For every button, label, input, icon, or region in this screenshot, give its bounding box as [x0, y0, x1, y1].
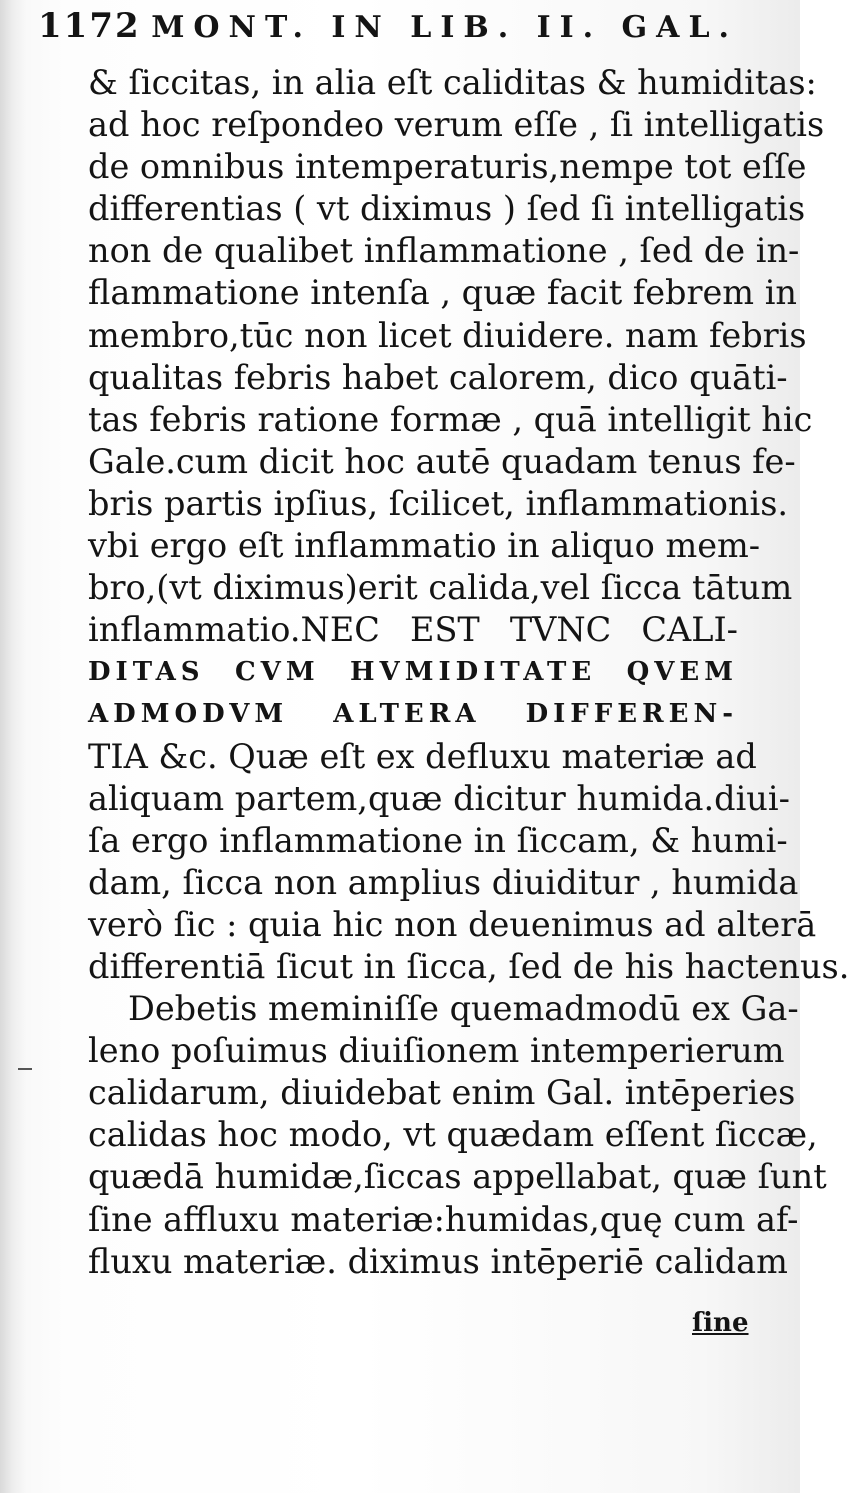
text-line: non de qualibet inflammatione , ſed de in- — [88, 231, 800, 271]
text-line: tas febris ratione formæ , quā intelligit hic — [88, 399, 813, 439]
text-line: ſa ergo inflammatione in ſiccam, & humi- — [88, 820, 788, 860]
catchword: ſine — [692, 1308, 749, 1338]
text-line: verò ſic : quia hic non deuenimus ad alterā — [88, 904, 817, 944]
text-line: bro,(vt diximus)erit calida,vel ſicca tātum — [88, 568, 793, 608]
running-head: MONT. IN LIB. II. GAL. — [151, 10, 738, 45]
page-gutter-shadow — [0, 0, 26, 1493]
text-line: membro,tūc non licet diuidere. nam febris — [88, 315, 807, 355]
text-line: quædā humidæ,ſiccas appellabat, quæ ſunt — [88, 1157, 827, 1197]
text-line: inflammatio.NEC EST TVNC CALI- — [88, 610, 738, 650]
smallcaps-line: DITAS CVM HVMIDITATE QVEM — [88, 657, 738, 688]
text-line: calidarum, diuidebat enim Gal. intēperies — [88, 1073, 796, 1113]
text-line: bris partis ipſius, ſcilicet, inflammationis. — [88, 483, 789, 523]
text-line: ſine affluxu materiæ:humidas,quę cum af- — [88, 1199, 799, 1239]
text-line: vbi ergo eſt inflammatio in aliquo mem- — [88, 526, 761, 566]
text-line: & ſiccitas, in alia eſt caliditas & humiditas: — [88, 63, 817, 102]
paragraph-start-line: Debetis meminiſſe quemadmodū ex Ga- — [128, 989, 799, 1029]
text-line: flammatione intenſa , quæ facit febrem in — [88, 273, 798, 313]
text-line: differentiā ſicut in ſicca, ſed de his hactenus. — [88, 946, 849, 986]
page-number: 1172 — [38, 6, 141, 46]
text-line: ad hoc reſpondeo verum eſſe , ſi intelligatis — [88, 105, 825, 145]
text-line: calidas hoc modo, vt quædam eſſent ſiccæ, — [88, 1115, 818, 1155]
body-text — [88, 62, 849, 1283]
smallcaps-line: ADMODVM ALTERA DIFFEREN- — [88, 699, 738, 730]
text-line: aliquam partem,quæ dicitur humida.diui- — [88, 778, 790, 818]
text-line: differentias ( vt diximus ) ſed ſi intelligatis — [88, 189, 806, 229]
text-line: de omnibus intemperaturis,nempe tot eſſe — [88, 147, 807, 187]
page-header — [38, 6, 738, 56]
text-line: fluxu materiæ. diximus intēperiē calidam — [88, 1241, 788, 1281]
text-line: Gale.cum dicit hoc autē quadam tenus fe- — [88, 441, 796, 481]
text-line: leno poſuimus diuiſionem intemperierum — [88, 1031, 785, 1071]
text-line: dam, ſicca non amplius diuiditur , humida — [88, 862, 799, 902]
text-line: qualitas febris habet calorem, dico quāti- — [88, 357, 788, 397]
margin-mark — [18, 1068, 32, 1070]
text-line: TIA &c. Quæ eſt ex defluxu materiæ ad — [88, 736, 757, 776]
